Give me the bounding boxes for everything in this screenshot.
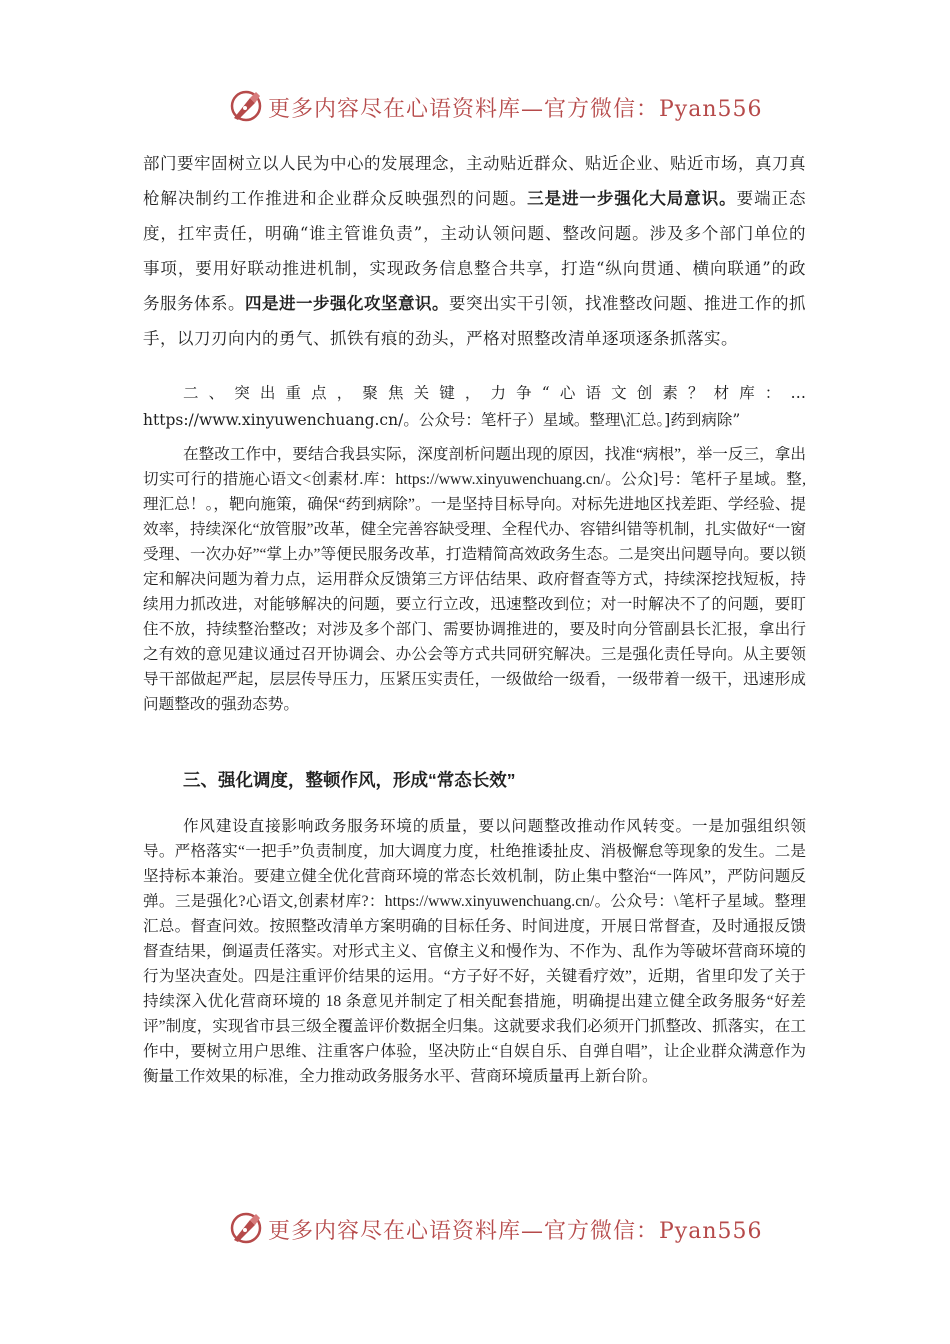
paragraph-3 [143, 814, 806, 1089]
heading-3-text: 三、强化调度，整顿作风，形成“常态长效” [183, 770, 516, 790]
pen-nib-logo-icon [228, 88, 264, 124]
heading-2-text: 二、突出重点，聚焦关键，力争“心语文创素？材库：… https://www.xinyuwenchuang.cn/。公众号：笔杆子）星域。整理\汇总。]药到病除” [143, 384, 806, 429]
pen-nib-logo-icon [228, 1210, 264, 1246]
paragraph-3-text: 作风建设直接影响政务服务环境的质量，要以问题整改推动作风转变。一是加强组织领导。严格落实“一把手”负责制度，加大调度力度，杜绝推诿扯皮、消极懈怠等现象的发生。二是坚持标本兼治。要建立健全优化营商环境的常态长效机制，防止集中整治“一阵风”，严防问题反弹。三是强化?心语文,创素材库?：https://www.xinyuwenchuang.cn/。公众号：\笔杆子星域。整理汇总。督查问效。按照整改清单方案明确的目标任务、时间进度，开展日常督查，及时通报反馈督查结果，倒逼责任落实。对形式主义、官僚主义和慢作为、不作为、乱作为等破坏营商环境的行为坚决查处。四是注重评价结果的运用。“方子好不好，关键看疗效”，近期，省里印发了关于持续深入优化营商环境的 18 条意见并制定了相关配套措施，明确提出建立健全政务服务“好差评”制度，实现省市县三级全覆盖评价数据全归集。这就要求我们必须开门抓整改、抓落实，在工作中，要树立用户思维、注重客户体验，坚决防止“自娱自乐、自弹自唱”，让企业群众满意作为衡量工作效果的标准，全力推动政务服务水平、营商环境质量再上新台阶。 [143, 818, 807, 1085]
banner-text: 更多内容尽在心语资料库—官方微信：Pyan556 [268, 97, 763, 122]
banner-text: 更多内容尽在心语资料库—官方微信：Pyan556 [268, 1219, 763, 1244]
header-banner [0, 84, 950, 130]
section1-lead: 部门要牢固树立以人民为中心的发展理念，主动贴近群众、贴近企业、贴近市场，真刀真枪解决制约工作推进和企业群众反映强烈的问题。 [143, 154, 806, 208]
section1-bold-a: 三是进一步强化大局意识。 [527, 189, 737, 208]
paragraph-section-1 [143, 146, 806, 356]
paragraph-2-text: 在整改工作中，要结合我县实际，深度剖析问题出现的原因，找准“病根”，举一反三，拿出切实可行的措施心语文<创素材.库：https://www.xinyuwenchuang.cn/。公众]号：笔杆子星域。整,理汇总！。，靶向施策，确保“药到病除”。一是坚持目标导向。对标先进地区找差距、学经验、提效率，持续深化“放管服”改革，健全完善容缺受理、全程代办、容错纠错等机制，扎实做好“一窗受理、一次办好”“掌上办”等便民服务改革，打造精简高效政务生态。二是突出问题导向。要以锁定和解决问题为着力点，运用群众反馈第三方评估结果、政府督查等方式，持续深挖找短板，持续用力抓改进，对能够解决的问题，要立行立改，迅速整改到位；对一时解决不了的问题，要盯住不放，持续整治整改；对涉及多个部门、需要协调推进的，要及时向分管副县长汇报，拿出行之有效的意见建议通过召开协调会、办公会等方式共同研究解决。三是强化责任导向。从主要领导干部做起严起，层层传导压力，压紧压实责任，一级做给一级看，一级带着一级干，迅速形成问题整改的强劲态势。 [143, 446, 806, 713]
section1-mid: 要端正态度，扛牢责任，明确“谁主管谁负责”，主动认领问题、整改问题。涉及多个部门单位的事项，要用好联动推进机制，实现政务信息整合共享，打造“纵向贯通、横向联通”的政务服务体系。 [143, 189, 807, 313]
heading-2 [143, 380, 806, 434]
paragraph-2 [143, 442, 806, 717]
heading-3 [143, 766, 806, 794]
section1-tail: 要突出实干引领，找准整改问题、推进工作的抓手，以刀刃向内的勇气、抓铁有痕的劲头，严格对照整改清单逐项逐条抓落实。 [143, 294, 806, 348]
footer-banner [0, 1206, 950, 1252]
section1-bold-b: 四是进一步强化攻坚意识。 [245, 294, 449, 313]
